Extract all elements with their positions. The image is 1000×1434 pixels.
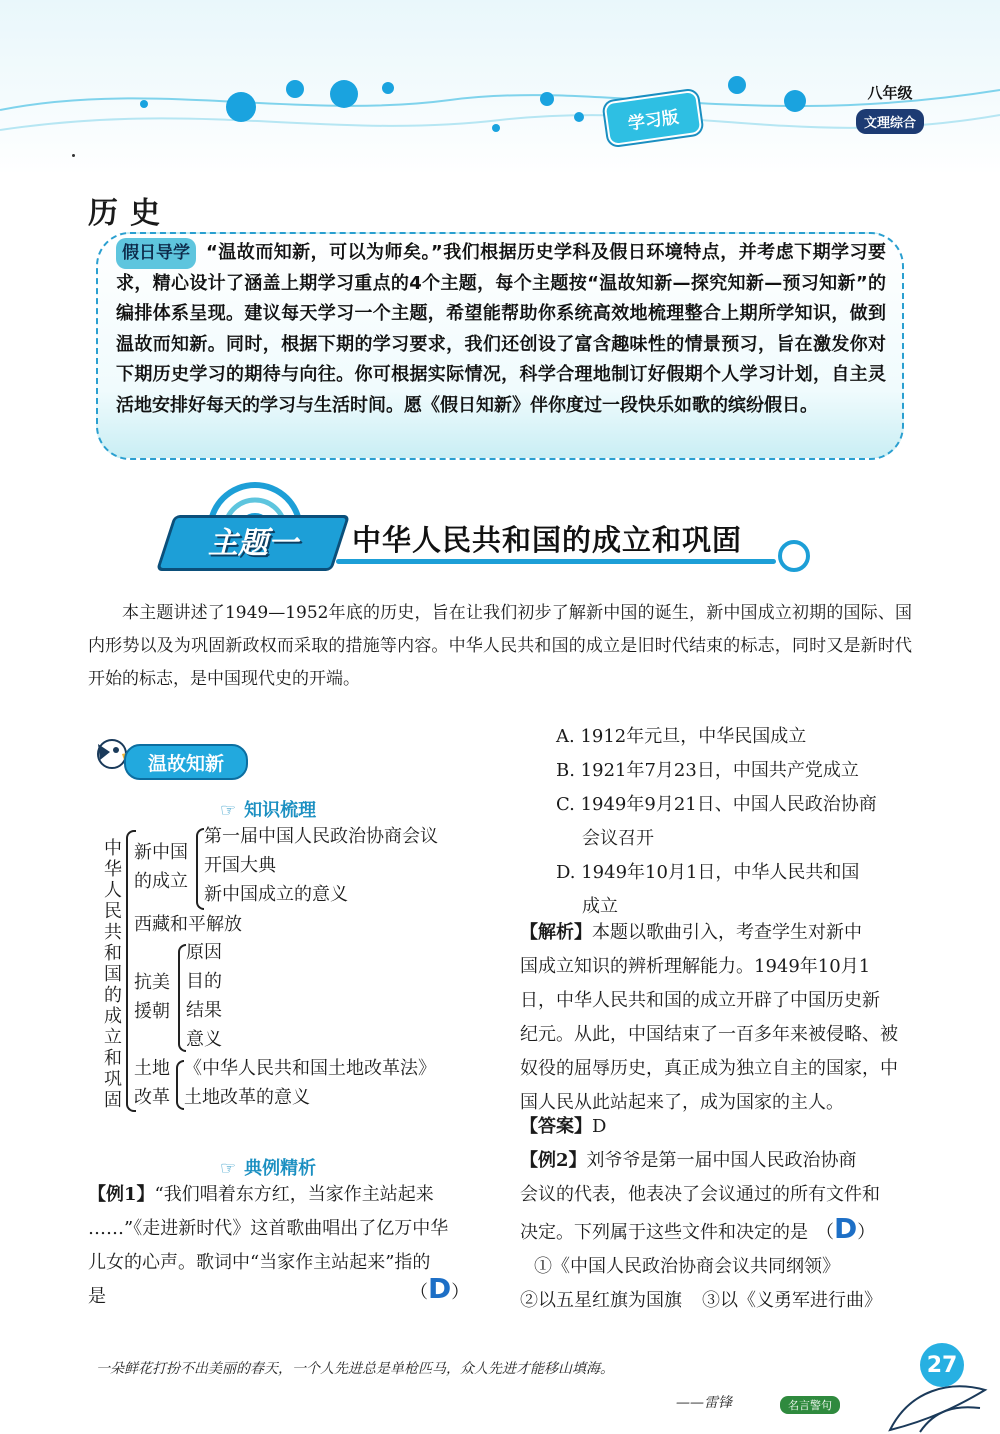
footer-author: ——雷锋	[676, 1395, 732, 1411]
tree-leaf: 土地改革的意义	[184, 1087, 310, 1108]
series-label: 文理综合	[856, 109, 924, 134]
theme-underline	[336, 559, 776, 564]
intro-body: “温故而知新，可以为师矣。”我们根据历史学科及假日环境特点，并考虑下期学习要求，精心设计了涵盖上期学习重点的4个主题，每个主题按“温故知新—探究知新—预习知新”的编排体系呈现。建议每天学习一个主题，希望能帮助你系统高效地梳理整合上期所学知识，做到温故而知新。同时，根据下期的学习要求，我们还创设了富含趣味性的情景预习，旨在激发你对下期历史学习的期待与向往。你可根据实际情况，科学合理地制订好假期个人学习计划，自主灵活地安排好每天的学习与生活时间。愿《假日知新》伴你度过一段快乐如歌的缤纷假日。	[116, 242, 886, 416]
knowledge-heading-text: 知识梳理	[244, 800, 317, 821]
analysis-label: 【解析】	[520, 922, 592, 943]
option-cont: 成立	[582, 896, 618, 917]
tree-node-label: 的成立	[134, 871, 188, 892]
founding-brace	[196, 828, 204, 910]
option: B. 1921年7月23日，中国共产党成立	[556, 760, 859, 781]
tree-node-tibet: 西藏和平解放	[134, 914, 242, 935]
theme-label: 主题一	[208, 526, 298, 561]
theme-knob-icon	[778, 540, 810, 572]
example-2-items-row	[520, 1284, 920, 1318]
grade-badge	[830, 82, 950, 134]
tree-root: 中华人民共和国的成立和巩固	[104, 838, 122, 1111]
example-2-item: ①《中国人民政治协商会议共同纲领》	[534, 1256, 840, 1277]
handwritten-answer: D	[428, 1272, 452, 1305]
intro-tag: 假日导学	[116, 238, 196, 269]
analysis-line: 纪元。从此，中国结束了一百多年来被侵略、被	[520, 1024, 898, 1045]
footer-tag: 名言警句	[780, 1396, 840, 1414]
land-items	[184, 1054, 436, 1112]
option: C. 1949年9月21日、中国人民政治协商	[556, 794, 877, 815]
tree-node-label: 抗美	[134, 972, 170, 993]
answer-line	[520, 1110, 606, 1144]
paren-close: ）	[857, 1222, 876, 1243]
example-2-item: ②以五星红旗为国旗	[520, 1290, 682, 1311]
example-2-line: 刘爷爷是第一届中国人民政治协商	[586, 1150, 857, 1171]
footer-quote: 一朵鲜花打扮不出美丽的春天，一个人先进总是单枪匹马，众人先进才能移山填海。	[96, 1361, 614, 1377]
tree-node-founding	[134, 838, 188, 896]
analysis-line: 国成立知识的辨析理解能力。1949年10月1	[520, 956, 871, 977]
answer-value: D	[592, 1116, 607, 1137]
tree-leaf: 第一届中国人民政治协商会议	[204, 826, 438, 847]
korea-items	[186, 938, 222, 1054]
example-heading-text: 典例精析	[244, 1158, 317, 1179]
subject-title: 历史	[88, 196, 172, 231]
example-1-options	[556, 720, 916, 924]
tree-node-label: 改革	[134, 1087, 170, 1108]
paren-open: （	[410, 1282, 428, 1303]
pointing-hand-icon: ☞	[220, 800, 237, 821]
intro-text	[116, 238, 886, 421]
example-2	[520, 1144, 920, 1318]
example-2-item: ③以《义勇军进行曲》	[702, 1290, 882, 1311]
tree-leaf: 目的	[186, 971, 222, 992]
analysis-line: 国人民从此站起来了，成为国家的主人。	[520, 1092, 844, 1113]
example-1-answer-slot	[410, 1272, 469, 1310]
analysis	[520, 916, 920, 1120]
example-1-line: 是	[88, 1286, 106, 1307]
paren-open: （	[816, 1222, 834, 1243]
analysis-line: 日，中华人民共和国的成立开辟了中国历史新	[520, 990, 880, 1011]
study-edition-badge: 学习版	[603, 90, 702, 147]
example-2-answer-slot	[816, 1212, 876, 1245]
answer-label: 【答案】	[520, 1116, 592, 1137]
example-1-label: 【例1】	[88, 1184, 155, 1205]
example-1-line: ……”《走进新时代》这首歌曲唱出了亿万中华	[88, 1218, 449, 1239]
tree-leaf: 《中华人民共和国土地改革法》	[184, 1058, 436, 1079]
knowledge-heading	[220, 796, 316, 822]
option: A. 1912年元旦，中华民国成立	[556, 726, 807, 747]
tree-leaf: 开国大典	[204, 855, 276, 876]
tree-leaf: 原因	[186, 942, 222, 963]
tree-leaf: 新中国成立的意义	[204, 884, 348, 905]
pointing-hand-icon: ☞	[220, 1158, 237, 1179]
tree-node-label: 援朝	[134, 1001, 170, 1022]
example-heading	[220, 1154, 316, 1180]
tree-node-label: 土地	[134, 1058, 170, 1079]
example-2-label: 【例2】	[520, 1150, 587, 1171]
tree-leaf: 意义	[186, 1029, 222, 1050]
grade-label: 八年级	[867, 84, 913, 102]
paren-close: ）	[451, 1282, 470, 1303]
option-cont: 会议召开	[582, 828, 654, 849]
lead-paragraph: 本主题讲述了1949—1952年底的历史，旨在让我们初步了解新中国的诞生，新中国成立初期的国际、国内形势以及为巩固新政权而采取的措施等内容。中华人民共和国的成立是旧时代结束的标志，同时又是新时代开始的标志，是中国现代史的开端。	[88, 603, 912, 689]
founding-items	[204, 822, 438, 909]
example-1-line: “我们唱着东方红，当家作主站起来	[154, 1184, 434, 1205]
tree-leaf: 结果	[186, 1000, 222, 1021]
example-2-line: 决定。下列属于这些文件和决定的是	[520, 1222, 808, 1243]
tree-node-land	[134, 1054, 170, 1112]
analysis-line: 本题以歌曲引入，考查学生对新中	[592, 922, 862, 943]
tree-node-korea	[134, 968, 170, 1026]
tree-node-label: 新中国	[134, 842, 188, 863]
korea-brace	[178, 944, 186, 1052]
option: D. 1949年10月1日，中华人民共和国	[556, 862, 860, 883]
theme-title: 中华人民共和国的成立和巩固	[352, 523, 743, 557]
review-section-badge: 温故知新	[124, 744, 248, 780]
analysis-line: 奴役的屈辱历史，真正成为独立自主的国家，中	[520, 1058, 898, 1079]
handwritten-answer: D	[834, 1212, 858, 1245]
example-1-line: 儿女的心声。歌词中“当家作主站起来”指的	[88, 1252, 431, 1273]
land-brace	[176, 1060, 184, 1110]
example-2-line: 会议的代表，他表决了会议通过的所有文件和	[520, 1184, 880, 1205]
page-number: 27	[920, 1343, 964, 1387]
